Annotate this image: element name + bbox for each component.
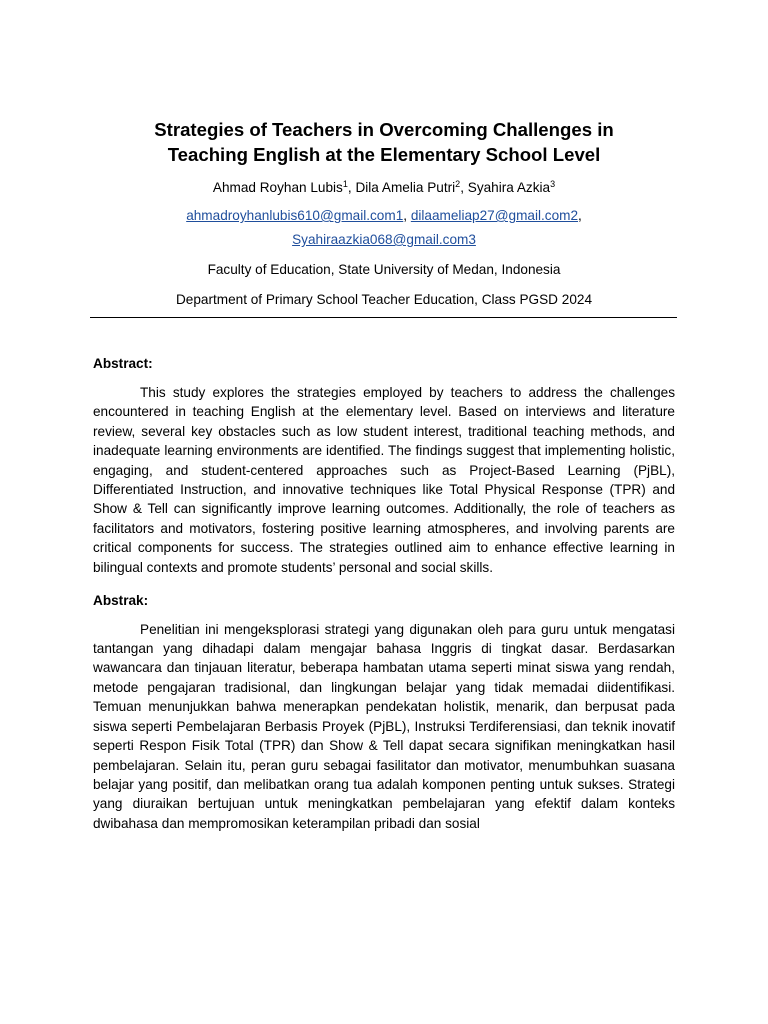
abstrak-heading: Abstrak: [93,592,149,608]
email-link[interactable]: ahmadroyhanlubis610@gmail.com1 [186,208,404,223]
email-separator: , [403,208,411,223]
email-separator: , [578,208,582,223]
email-link[interactable]: dilaameliap27@gmail.com2 [410,208,579,223]
paper-title-line-2: Teaching English at the Elementary School Level [167,144,601,165]
author-separator: , [460,180,468,195]
paper-title [93,117,675,167]
author-affiliation-mark: 2 [455,179,461,189]
abstract-text: This study explores the strategies employed by teachers to address the challenges encountered in teaching English at the elementary level. Based on interviews and literature review, several key obstacles such as low student interest, traditional teaching methods, and inadequate learning environments are identified. The findings suggest that implementing holistic, engaging, and student-centered approaches such as Project-Based Learning (PjBL), Differentiated Instruction, and innovative techniques like Total Physical Response (TPR) and Show & Tell can significantly improve learning outcomes. Additionally, the role of teachers as facilitators and motivators, fostering positive learning atmospheres, and involving parents are critical components for success. The strategies outlined aim to enhance effective learning in bilingual contexts and promote students’ personal and social skills. [93,385,675,575]
paper-title-line-1: Strategies of Teachers in Overcoming Challenges in [154,119,614,140]
author-affiliation-mark: 1 [342,179,348,189]
abstrak-text: Penelitian ini mengeksplorasi strategi yang digunakan oleh para guru untuk mengatasi tantangan yang dihadapi dalam mengajar bahasa Inggris di tingkat dasar. Berdasarkan wawancara dan tinjauan literatur, beberapa hambatan utama seperti minat siswa yang rendah, metode pengajaran tradisional, dan lingkungan belajar yang tidak memadai diidentifikasi. Temuan menunjukkan bahwa menerapkan pendekatan holistik, menarik, dan berpusat pada siswa seperti Pembelajaran Berbasis Proyek (PjBL), Instruksi Terdiferensiasi, dan teknik inovatif seperti Respon Fisik Total (TPR) dan Show & Tell dapat secara signifikan meningkatkan hasil pembelajaran. Selain itu, peran guru sebagai fasilitator dan motivator, menumbuhkan suasana belajar yang positif, dan melibatkan orang tua adalah komponen penting untuk sukses. Strategi yang diuraikan bertujuan untuk meningkatkan pembelajaran yang efektif dalam konteks dwibahasa dan mempromosikan keterampilan pribadi dan sosial [93,621,675,831]
author-name: Syahira Azkia [467,180,551,195]
header-divider [90,317,677,318]
abstract-heading: Abstract: [93,356,153,371]
email-link[interactable]: Syahiraazkia068@gmail.com3 [292,232,476,247]
author-name: Dila Amelia Putri [355,180,456,195]
author-name: Ahmad Royhan Lubis [212,180,343,195]
affiliation-department: Department of Primary School Teacher Education, Class PGSD 2024 [175,292,593,307]
paper-page [93,0,675,847]
email-line-2 [93,228,675,252]
author-emails [93,204,675,252]
author-affiliation-mark: 3 [550,179,556,189]
email-line-1 [93,204,675,228]
author-separator: , [347,180,356,195]
author-list [93,179,675,197]
affiliation-faculty: Faculty of Education, State University of Medan, Indonesia [207,262,561,277]
